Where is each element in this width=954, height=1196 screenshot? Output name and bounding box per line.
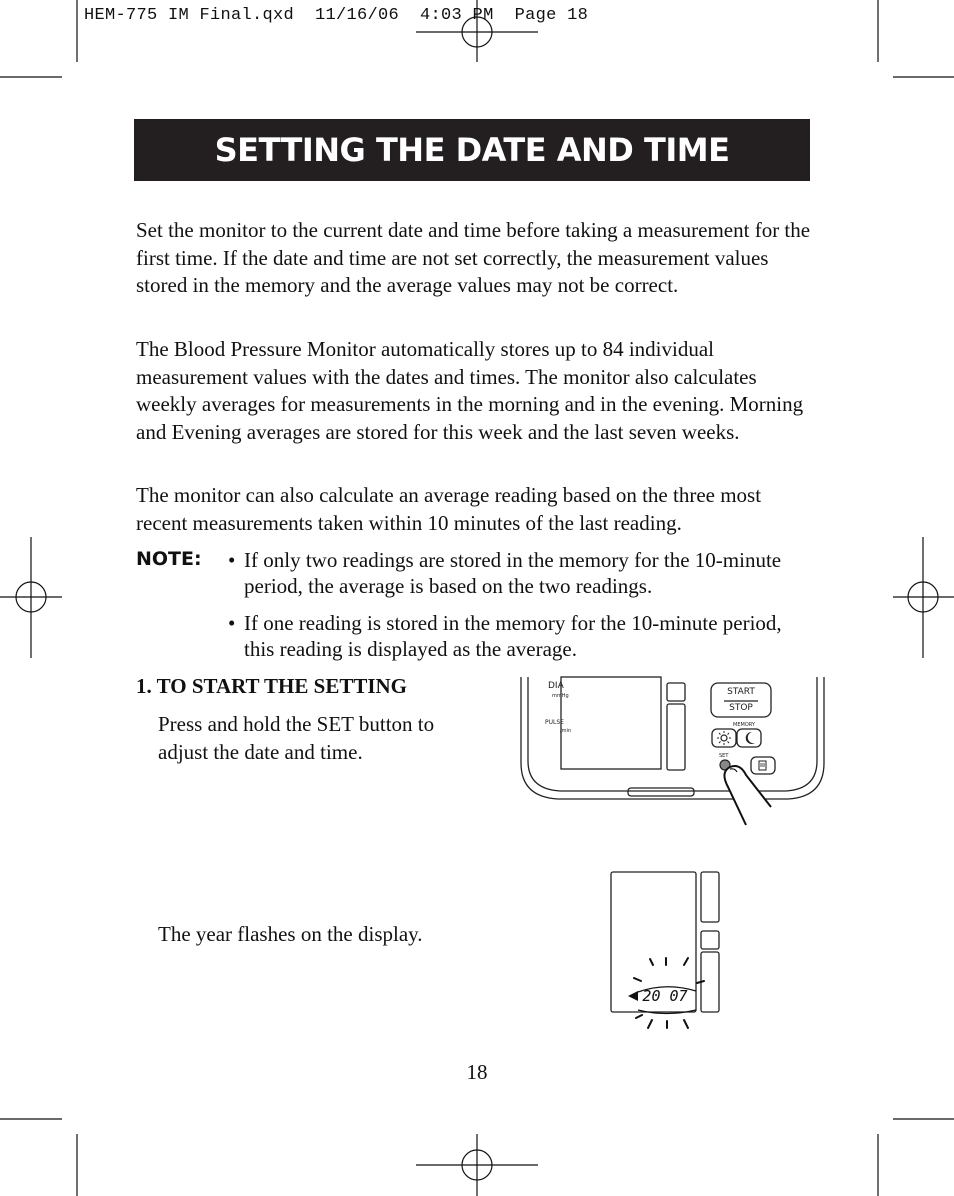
note-bullet-text: If one reading is stored in the memory for the 10-minute period, this reading is displayed as the average. <box>244 611 782 661</box>
stop-label: STOP <box>729 703 753 713</box>
intro-paragraph: Set the monitor to the current date and time before taking a measurement for the first time. If the date and time are not set correctly, the measurement values stored in the memory and the average values may not be correct. <box>136 218 811 297</box>
average-paragraph: The monitor can also calculate an average reading based on the three most recent measurements taken within 10 minutes of the last reading. <box>136 483 762 535</box>
note-label: NOTE: <box>136 548 202 570</box>
year-readout: 20 07 <box>642 987 688 1005</box>
display-caption: The year flashes on the display. <box>158 922 423 946</box>
set-label: SET <box>719 753 729 759</box>
note-bullet-text: If only two readings are stored in the memory for the 10-minute period, the average is based on the two readings. <box>244 548 782 598</box>
monitor-illustration <box>518 677 828 827</box>
section-title-bar <box>134 119 810 181</box>
dia-label: DIA <box>548 681 564 691</box>
section-title: SETTING THE DATE AND TIME <box>214 131 730 169</box>
step-heading: 1. TO START THE SETTING <box>136 674 408 698</box>
pulse-unit: /min <box>560 728 572 734</box>
memo-icon <box>759 761 766 770</box>
step-instruction: Press and hold the SET button to adjust the date and time. <box>158 712 435 764</box>
start-label: START <box>727 687 755 697</box>
moon-icon <box>746 732 755 744</box>
page-number: 18 <box>466 1060 488 1084</box>
bullet-dot: • <box>228 611 236 635</box>
dia-unit: mmHg <box>552 693 569 699</box>
sun-icon <box>712 729 736 747</box>
arrow-left-icon <box>628 991 638 1001</box>
note-bullet <box>228 547 808 599</box>
memory-label: MEMORY <box>733 722 755 728</box>
memory-paragraph: The Blood Pressure Monitor automatically stores up to 84 individual measurement values with the dates and times. The monitor also calculates weekly averages for measurements in the morning and in the evening. Morning and Evening averages are stored for this week and the last seven weeks. <box>136 337 804 444</box>
display-illustration <box>608 870 738 1030</box>
finger-icon <box>724 766 771 825</box>
bullet-dot: • <box>228 548 236 572</box>
note-bullet <box>228 610 808 662</box>
file-slug-line: HEM-775 IM Final.qxd 11/16/06 4:03 PM Page 18 <box>84 6 589 25</box>
pulse-label: PULSE <box>545 719 564 726</box>
